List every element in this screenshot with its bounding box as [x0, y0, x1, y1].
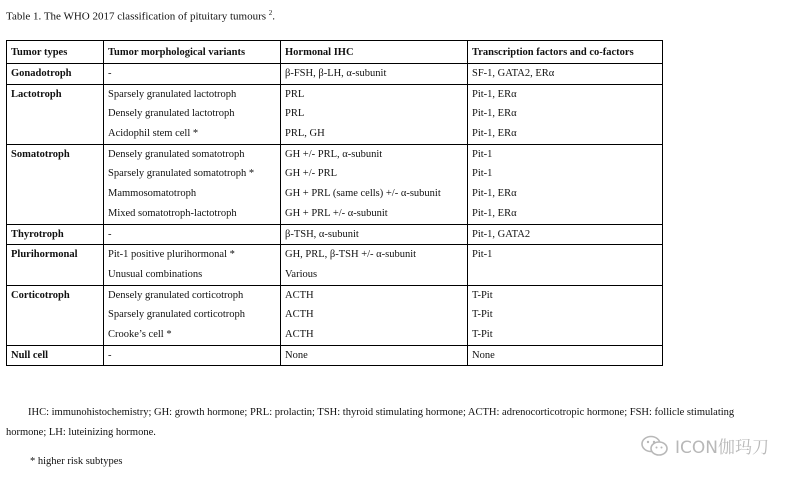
- variants-line: Densely granulated corticotroph: [108, 289, 244, 301]
- hormonal-ihc-line: GH + PRL +/- α-subunit: [285, 207, 388, 219]
- hormonal-ihc-line: ACTH: [285, 328, 314, 340]
- table-row: [7, 224, 663, 245]
- variants-line: Pit-1 positive plurihormonal *: [108, 249, 235, 261]
- hormonal-ihc-cell: [281, 245, 468, 285]
- hormonal-ihc-line: GH, PRL, β-TSH +/- α-subunit: [285, 249, 417, 261]
- variants-line: Densely granulated somatotroph: [108, 148, 245, 160]
- variants-line: -: [108, 68, 112, 79]
- transcription-factors-cell: [468, 345, 663, 366]
- transcription-factors-line: None: [472, 349, 495, 361]
- variants-cell: [104, 224, 281, 245]
- watermark: [641, 433, 769, 458]
- table-row: [7, 245, 663, 285]
- wechat-icon: [641, 435, 669, 457]
- variants-cell: [104, 345, 281, 366]
- transcription-factors-line: [472, 265, 658, 285]
- hormonal-ihc-cell: [281, 345, 468, 366]
- header-hormonal-ihc: Hormonal IHC: [281, 41, 468, 64]
- hormonal-ihc-line: GH +/- PRL: [285, 168, 338, 180]
- variants-line: Crooke’s cell *: [108, 328, 172, 340]
- variants-line: -: [108, 228, 112, 240]
- hormonal-ihc-cell: [281, 224, 468, 245]
- abbreviations-line-2: hormone; LH: luteinizing hormone.: [6, 427, 156, 438]
- hormonal-ihc-line: β-TSH, α-subunit: [285, 228, 359, 240]
- transcription-factors-line: Pit-1: [472, 249, 493, 261]
- variants-line: Sparsely granulated corticotroph: [108, 309, 246, 321]
- tumor-type-label: Thyrotroph: [11, 228, 64, 240]
- transcription-factors-line: Pit-1, ERα: [472, 108, 517, 120]
- variants-line: Sparsely granulated lactotroph: [108, 88, 237, 100]
- watermark-text: ICON伽玛刀: [675, 438, 769, 458]
- table-body: [7, 64, 663, 366]
- transcription-factors-line: Pit-1, ERα: [472, 207, 517, 219]
- hormonal-ihc-line: PRL, GH: [285, 128, 325, 140]
- hormonal-ihc-cell: [281, 64, 468, 85]
- tumor-type-cell: [7, 285, 104, 345]
- abbreviations-line-1: IHC: immunohistochemistry; GH: growth hormone; PRL: prolactin; TSH: thyroid stimulating hormone; ACTH: adrenocorticotropic hormone; FSH: follicle stimulating: [28, 407, 735, 418]
- hormonal-ihc-cell: [281, 285, 468, 345]
- table-row: [7, 64, 663, 85]
- hormonal-ihc-line: β-FSH, β-LH, α-subunit: [285, 68, 387, 79]
- tumor-type-label: Null cell: [11, 349, 49, 361]
- variants-line: -: [108, 349, 112, 361]
- transcription-factors-line: Pit-1, ERα: [472, 188, 517, 200]
- table-row: [7, 285, 663, 345]
- transcription-factors-line: Pit-1, ERα: [472, 128, 517, 140]
- tumor-type-cell: [7, 245, 104, 285]
- classification-table: [6, 40, 663, 366]
- hormonal-ihc-line: ACTH: [285, 289, 314, 301]
- hormonal-ihc-line: Various: [285, 268, 318, 280]
- tumor-type-cell: [7, 64, 104, 85]
- transcription-factors-cell: [468, 84, 663, 144]
- caption-suffix: .: [272, 10, 276, 23]
- variants-cell: [104, 245, 281, 285]
- transcription-factors-line: Pit-1, ERα: [472, 88, 517, 100]
- variants-cell: [104, 285, 281, 345]
- hormonal-ihc-line: GH + PRL (same cells) +/- α-subunit: [285, 188, 441, 200]
- footnote: * higher risk subtypes: [30, 456, 123, 467]
- transcription-factors-line: Pit-1, GATA2: [472, 228, 531, 240]
- variants-line: Mammosomatotroph: [108, 188, 197, 200]
- transcription-factors-line: T-Pit: [472, 328, 493, 340]
- tumor-type-cell: [7, 144, 104, 224]
- transcription-factors-cell: [468, 224, 663, 245]
- tumor-type-cell: [7, 224, 104, 245]
- tumor-type-cell: [7, 84, 104, 144]
- transcription-factors-line: Pit-1: [472, 168, 493, 180]
- hormonal-ihc-line: PRL: [285, 108, 305, 120]
- hormonal-ihc-line: None: [285, 349, 308, 361]
- table-row: [7, 84, 663, 144]
- table-header-row: [7, 41, 663, 64]
- transcription-factors-cell: [468, 245, 663, 285]
- transcription-factors-line: Pit-1: [472, 148, 493, 160]
- transcription-factors-line: T-Pit: [472, 309, 493, 321]
- variants-line: Acidophil stem cell *: [108, 128, 199, 140]
- variants-line: Sparsely granulated somatotroph *: [108, 168, 255, 180]
- variants-cell: [104, 144, 281, 224]
- hormonal-ihc-line: PRL: [285, 88, 305, 100]
- transcription-factors-line: SF-1, GATA2, ERα: [472, 68, 555, 79]
- transcription-factors-cell: [468, 144, 663, 224]
- tumor-type-label: Lactotroph: [11, 88, 62, 100]
- hormonal-ihc-cell: [281, 144, 468, 224]
- hormonal-ihc-line: ACTH: [285, 309, 314, 321]
- transcription-factors-cell: [468, 64, 663, 85]
- transcription-factors-line: T-Pit: [472, 289, 493, 301]
- header-morphological-variants: Tumor morphological variants: [104, 41, 281, 64]
- variants-cell: [104, 84, 281, 144]
- tumor-type-label: Corticotroph: [11, 289, 70, 301]
- variants-line: Mixed somatotroph-lactotroph: [108, 207, 237, 219]
- header-transcription-factors: Transcription factors and co-factors: [468, 41, 663, 64]
- table-row: [7, 144, 663, 224]
- table-row: [7, 345, 663, 366]
- tumor-type-label: Gonadotroph: [11, 68, 72, 79]
- variants-line: Unusual combinations: [108, 268, 203, 280]
- transcription-factors-cell: [468, 285, 663, 345]
- caption-reference: 2: [268, 9, 273, 17]
- tumor-type-cell: [7, 345, 104, 366]
- variants-cell: [104, 64, 281, 85]
- table-caption: [6, 9, 275, 23]
- tumor-type-label: Plurihormonal: [11, 249, 78, 261]
- hormonal-ihc-line: GH +/- PRL, α-subunit: [285, 148, 383, 160]
- variants-line: Densely granulated lactotroph: [108, 108, 235, 120]
- caption-text: Table 1. The WHO 2017 classification of pituitary tumours: [6, 10, 269, 23]
- hormonal-ihc-cell: [281, 84, 468, 144]
- tumor-type-label: Somatotroph: [11, 148, 70, 160]
- header-tumor-types: Tumor types: [7, 41, 104, 64]
